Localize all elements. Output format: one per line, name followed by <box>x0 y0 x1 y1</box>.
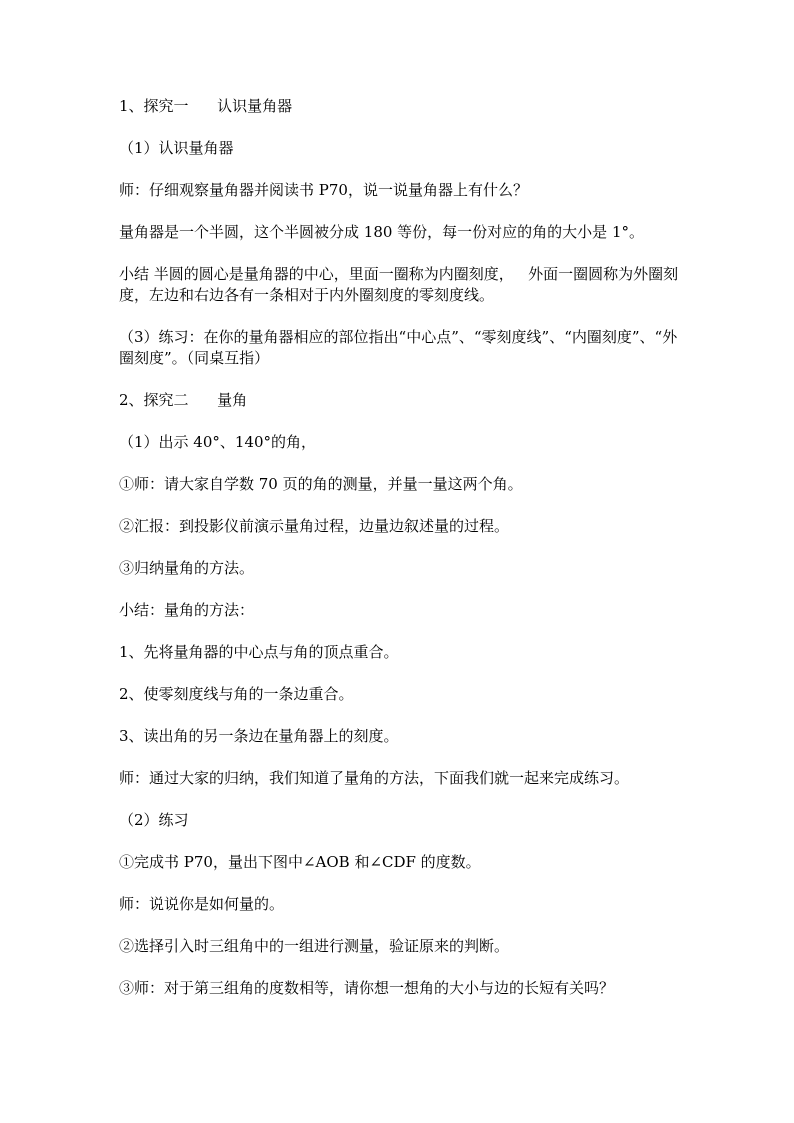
practice-item-2: ②选择引入时三组角中的一组进行测量，验证原来的判断。 <box>119 937 510 955</box>
document-body <box>119 96 679 1020</box>
practice-item-1: ①完成书 P70，量出下图中∠AOB 和∠CDF 的度数。 <box>119 853 481 871</box>
practice-item-3: ③师：对于第三组角的度数相等，请你想一想角的大小与边的长短有关吗？ <box>119 979 615 997</box>
exercise-point-out: （3）练习：在你的量角器相应的部位指出“中心点”、“零刻度线”、“内圈刻度”、“外圈刻度”。（同桌互指） <box>119 328 678 367</box>
summary-protractor-parts: 小结 半圆的圆心是量角器的中心，里面一圈称为内圈刻度， 外面一圈圆称为外圈刻度，左边和右边各有一条相对于内外圈刻度的零刻度线。 <box>119 265 679 304</box>
teacher-prompt-observe: 师：仔细观察量角器并阅读书 P70，说一说量角器上有什么？ <box>119 181 528 199</box>
section-heading-explore-2: 2、探究二 量角 <box>119 391 248 409</box>
method-step-3: 3、读出角的另一条边在量角器上的刻度。 <box>119 727 399 745</box>
teacher-transition: 师：通过大家的归纳，我们知道了量角的方法，下面我们就一起来完成练习。 <box>119 769 630 787</box>
protractor-description: 量角器是一个半圆，这个半圆被分成 180 等份，每一份对应的角的大小是 1°。 <box>119 223 644 241</box>
step-report: ②汇报：到投影仪前演示量角过程，边量边叙述量的过程。 <box>119 517 510 535</box>
method-step-2: 2、使零刻度线与角的一条边重合。 <box>119 685 354 703</box>
section-heading-explore-1: 1、探究一 认识量角器 <box>119 97 293 115</box>
show-angles: （1）出示 40°、140°的角， <box>119 433 317 451</box>
subheading-practice: （2）练习 <box>119 811 189 829</box>
subheading-know-protractor: （1）认识量角器 <box>119 139 234 157</box>
step-summarize: ③归纳量角的方法。 <box>119 559 255 577</box>
teacher-ask-how: 师：说说你是如何量的。 <box>119 895 285 913</box>
summary-method-heading: 小结：量角的方法： <box>119 601 255 619</box>
method-step-1: 1、先将量角器的中心点与角的顶点重合。 <box>119 643 399 661</box>
step-self-study: ①师：请大家自学数 70 页的角的测量，并量一量这两个角。 <box>119 475 523 493</box>
